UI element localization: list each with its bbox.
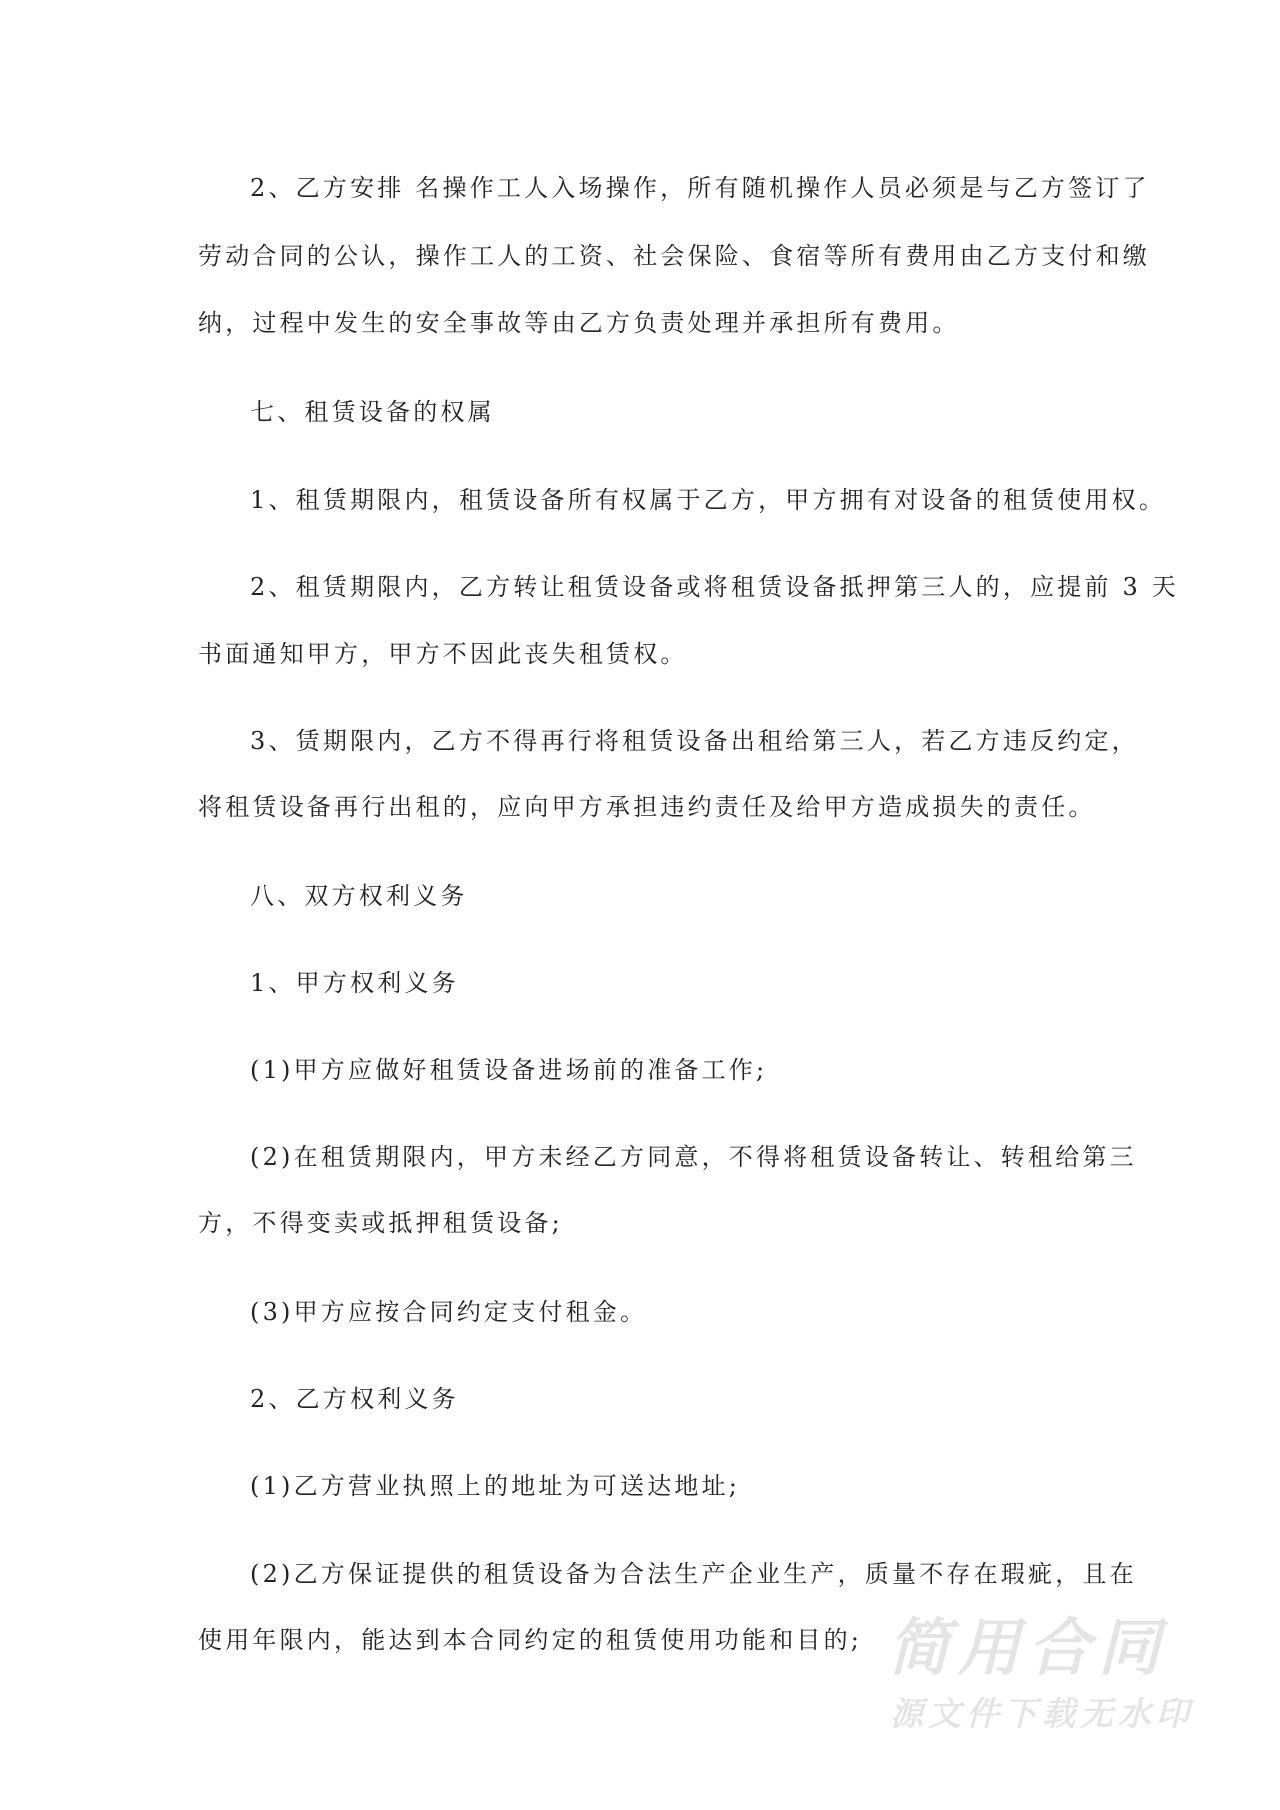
paragraph-line: 3、赁期限内，乙方不得再行将租赁设备出租给第三人，若乙方违反约定， <box>250 727 1139 755</box>
paragraph-line: 书面通知甲方，甲方不因此丧失租赁权。 <box>198 640 688 668</box>
watermark-title: 简用合同 <box>888 1611 1169 1684</box>
section-heading: 七、租赁设备的权属 <box>250 398 495 426</box>
paragraph-line: 2、乙方安排 名操作工人入场操作，所有随机操作人员必须是与乙方签订了 <box>250 174 1150 202</box>
paragraph-line: 2、租赁期限内，乙方转让租赁设备或将租赁设备抵押第三人的，应提前 3 天 <box>250 573 1179 601</box>
paragraph-line: (2)乙方保证提供的租赁设备为合法生产企业生产，质量不存在瑕疵，且在 <box>250 1560 1137 1588</box>
watermark-subtitle: 源文件下载无水印 <box>890 1694 1194 1733</box>
paragraph-line: 1、租赁期限内，租赁设备所有权属于乙方，甲方拥有对设备的租赁使用权。 <box>250 486 1167 514</box>
paragraph-line: 劳动合同的公认，操作工人的工资、社会保险、食宿等所有费用由乙方支付和缴 <box>198 242 1150 270</box>
paragraph-line: 纳，过程中发生的安全事故等由乙方负责处理并承担所有费用。 <box>198 309 960 337</box>
paragraph-line: 将租赁设备再行出租的，应向甲方承担违约责任及给甲方造成损失的责任。 <box>198 793 1096 821</box>
subsection-heading: 2、乙方权利义务 <box>250 1385 459 1413</box>
paragraph-line: 使用年限内，能达到本合同约定的租赁使用功能和目的; <box>198 1626 863 1654</box>
paragraph-line: 方，不得变卖或抵押租赁设备; <box>198 1209 563 1237</box>
paragraph-line: (2)在租赁期限内，甲方未经乙方同意，不得将租赁设备转让、转租给第三 <box>250 1143 1137 1171</box>
paragraph-line: (1)乙方营业执照上的地址为可送达地址; <box>250 1472 741 1500</box>
section-heading: 八、双方权利义务 <box>250 882 468 910</box>
paragraph-line: (3)甲方应按合同约定支付租金。 <box>250 1298 648 1326</box>
paragraph-line: (1)甲方应做好租赁设备进场前的准备工作; <box>250 1056 768 1084</box>
subsection-heading: 1、甲方权利义务 <box>250 969 459 997</box>
